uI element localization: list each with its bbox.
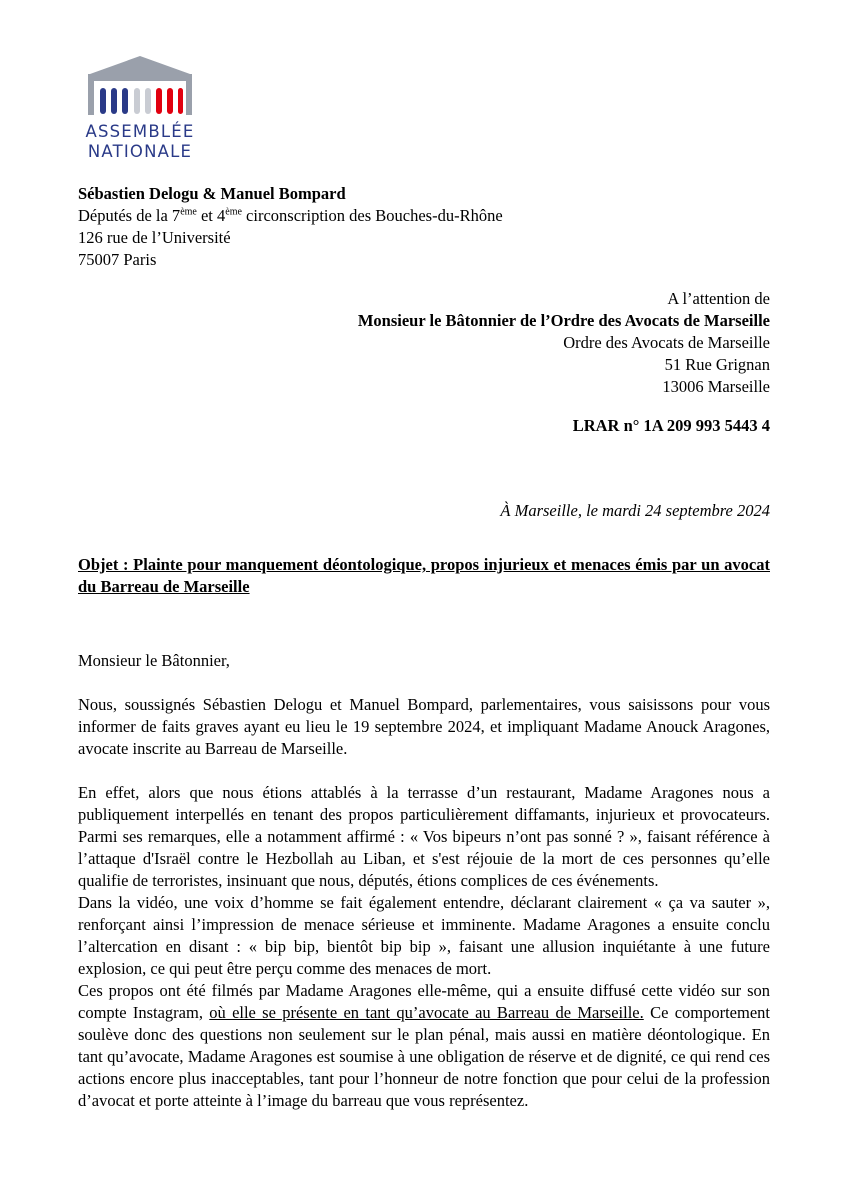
recipient-org: Ordre des Avocats de Marseille [563,333,770,352]
paragraph-2: En effet, alors que nous étions attablés à la terrasse d’un restaurant, Madame Aragones nous a publiquement interpellés en tenant des propos particulièrement diffamants, injurieux et provocateurs. Parmi ses remarques, elle a notamment affirmé : « Vos bipeurs n’ont pas sonné ? », faisant référence à l’attaque d'Israël contre le Hezbollah au Liban, et s'est réjouie de la mort de ces personnes qu’elle qualifie de terroristes, insinuant que nous, députés, étions complices de ces événements. [78,783,770,890]
sender-role-mid: et 4 [196,206,226,225]
paragraph-4-start: Ces propos ont été filmés par Madame Aragones elle-même, qui a ensuite diffusé cette vidéo sur son compte Instagram, [78,981,770,1022]
logo-line-2: NATIONALE [87,142,193,161]
hemicycle-icon [78,52,202,120]
paragraph-4-underlined: où elle se présente en tant qu’avocate au Barreau de Marseille. [209,1003,644,1022]
paragraph-4-end: Ce comportement soulève donc des questions non seulement sur le plan pénal, mais aussi en matière déontologique. En tant qu’avocate, Madame Aragones est soumise à une obligation de réserve et de dignité, ce qui rend ces actions encore plus inacceptables, tant pour l’honneur de notre fonction que pour celui de la profession d’avocat et porte atteinte à l’image du barreau que vous représentez. [78,1003,770,1110]
paragraph-1: Nous, soussignés Sébastien Delogu et Manuel Bompard, parlementaires, vous saisissons pour vous informer de faits graves ayant eu lieu le 19 septembre 2024, et impliquant Madame Anouck Aragones, avocate inscrite au Barreau de Marseille. [78,695,770,758]
letter-date: À Marseille, le mardi 24 septembre 2024 [500,501,770,520]
sender-role-prefix: Députés de la 7 [78,206,181,225]
recipient-name: Monsieur le Bâtonnier de l’Ordre des Avocats de Marseille [357,311,770,330]
letter-subject: Objet : Plainte pour manquement déontologique, propos injurieux et menaces émis par un avocat du Barreau de Marseille [78,555,770,596]
sender-role-sup-1: ème [180,206,197,218]
recipient-attention: A l’attention de [667,289,770,308]
recipient-city: 13006 Marseille [662,377,770,396]
logo-line-1: ASSEMBLÉE [85,122,195,141]
sender-role-suffix: circonscription des Bouches-du-Rhône [241,206,503,225]
sender-street: 126 rue de l’Université [78,228,231,247]
sender-role-sup-2: ème [225,206,242,218]
paragraph-4 [78,980,770,1112]
sender-city: 75007 Paris [78,250,157,269]
sender-block [78,183,503,271]
recipient-street: 51 Rue Grignan [664,355,770,374]
paragraph-3: Dans la vidéo, une voix d’homme se fait également entendre, déclarant clairement « ça va sauter », renforçant ainsi l’impression de menace sérieuse et imminente. Madame Aragones a ensuite conclu l’altercation en disant : « bip bip, bientôt bip bip », faisant une allusion inquiétante à une future explosion, ce qui peut être perçu comme des menaces de mort. [78,893,770,978]
assemblee-nationale-logo [78,52,202,164]
recipient-block [358,288,770,398]
salutation: Monsieur le Bâtonnier, [78,651,230,670]
lrar-number: LRAR n° 1A 209 993 5443 4 [572,416,770,435]
sender-names: Sébastien Delogu & Manuel Bompard [78,184,346,203]
sender-role [78,205,503,227]
